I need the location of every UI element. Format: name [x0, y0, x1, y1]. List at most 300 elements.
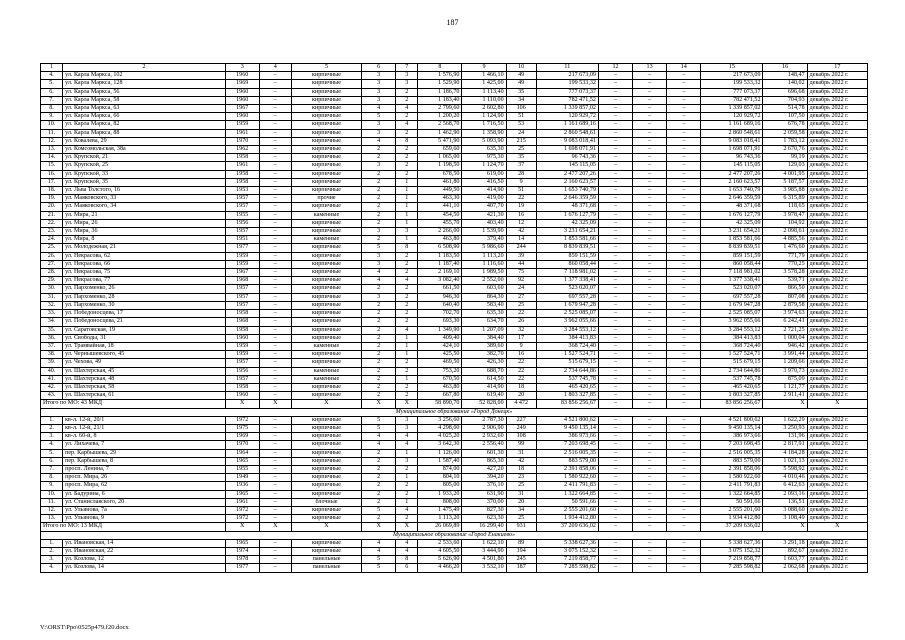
- table-cell: 1 349,90: [418, 326, 462, 334]
- building-row: [41, 351, 868, 359]
- table-cell: 1977: [225, 244, 259, 252]
- table-cell: 1959: [225, 121, 259, 129]
- table-cell: 1 161 689,16: [701, 121, 763, 129]
- table-cell: каменные: [291, 211, 361, 219]
- table-cell: 2 391 858,06: [536, 465, 598, 473]
- table-cell: –: [633, 457, 667, 465]
- table-cell: 1 161 689,16: [536, 121, 598, 129]
- table-cell: –: [667, 285, 701, 293]
- table-cell: кирпичные: [291, 154, 361, 162]
- table-cell: 194: [506, 547, 536, 555]
- table-cell: 20.: [41, 203, 63, 211]
- table-cell: 3 532,10: [462, 564, 506, 572]
- table-cell: –: [633, 285, 667, 293]
- table-cell: 661,50: [418, 285, 462, 293]
- table-cell: 389,60: [462, 342, 506, 350]
- table-cell: –: [259, 416, 291, 424]
- total-cell: –: [633, 523, 667, 531]
- table-cell: –: [598, 383, 632, 391]
- table-cell: 2 516 005,35: [701, 449, 763, 457]
- table-cell: –: [667, 219, 701, 227]
- table-cell: 1: [396, 334, 418, 342]
- table-cell: 20: [506, 498, 536, 506]
- table-cell: 384 413,83: [701, 334, 763, 342]
- table-cell: –: [598, 375, 632, 383]
- table-cell: декабрь 2022 г.: [807, 310, 867, 318]
- table-cell: –: [259, 105, 291, 113]
- building-address: ул. Мира, 36: [63, 228, 226, 236]
- building-address: ул. Маяковского, 34: [63, 203, 226, 211]
- building-address: ул. Саратовская, 19: [63, 326, 226, 334]
- table-cell: 5: [362, 244, 396, 252]
- table-cell: –: [259, 146, 291, 154]
- table-cell: –: [633, 482, 667, 490]
- building-row: [41, 293, 868, 301]
- total-cell: –: [598, 523, 632, 531]
- table-cell: –: [598, 474, 632, 482]
- table-cell: 3 075 152,32: [701, 547, 763, 555]
- table-cell: 1967: [225, 105, 259, 113]
- table-cell: 2 906,90: [462, 424, 506, 432]
- table-cell: 244: [506, 244, 536, 252]
- table-cell: –: [667, 137, 701, 145]
- table-cell: –: [598, 351, 632, 359]
- table-cell: декабрь 2022 г.: [807, 556, 867, 564]
- building-row: [41, 383, 868, 391]
- table-cell: –: [598, 359, 632, 367]
- table-cell: –: [667, 564, 701, 572]
- table-cell: декабрь 2022 г.: [807, 433, 867, 441]
- building-row: [41, 187, 868, 195]
- table-cell: 865,30: [462, 457, 506, 465]
- table-cell: 1 580 922,60: [701, 474, 763, 482]
- table-cell: декабрь 2022 г.: [807, 187, 867, 195]
- table-cell: 1 622,29: [763, 416, 807, 424]
- table-cell: 1955: [225, 211, 259, 219]
- table-cell: 11.: [41, 498, 63, 506]
- table-cell: 2 932,60: [462, 433, 506, 441]
- table-cell: декабрь 2022 г.: [807, 96, 867, 104]
- table-cell: 4: [396, 441, 418, 449]
- housing-repair-table: [40, 63, 868, 573]
- table-cell: –: [259, 326, 291, 334]
- table-cell: декабрь 2022 г.: [807, 326, 867, 334]
- table-cell: –: [598, 277, 632, 285]
- table-cell: кирпичные: [291, 293, 361, 301]
- table-cell: декабрь 2022 г.: [807, 236, 867, 244]
- building-address: ул. Лихачева, 7: [63, 441, 226, 449]
- table-cell: 1 803 327,85: [701, 392, 763, 400]
- table-cell: 419,00: [462, 195, 506, 203]
- table-cell: –: [667, 178, 701, 186]
- table-cell: 640,40: [418, 301, 462, 309]
- table-cell: кирпичные: [291, 187, 361, 195]
- table-cell: –: [633, 72, 667, 80]
- table-cell: 129,03: [763, 162, 807, 170]
- table-cell: 2: [396, 367, 418, 375]
- table-cell: 1 580 922,60: [536, 474, 598, 482]
- table-cell: 3 985,88: [763, 187, 807, 195]
- municipality-total-row: [41, 523, 868, 531]
- table-cell: 514,78: [763, 105, 807, 113]
- table-cell: 2 516 005,35: [536, 449, 598, 457]
- table-cell: –: [667, 88, 701, 96]
- table-cell: 140,02: [763, 80, 807, 88]
- table-cell: 465 420,65: [701, 383, 763, 391]
- table-cell: 1 358,90: [462, 129, 506, 137]
- table-cell: кирпичные: [291, 539, 361, 547]
- table-cell: –: [633, 334, 667, 342]
- table-cell: 2: [396, 154, 418, 162]
- table-cell: –: [667, 105, 701, 113]
- building-address: ул. Чехова, 49: [63, 359, 226, 367]
- table-cell: 859 151,59: [701, 252, 763, 260]
- table-cell: –: [598, 96, 632, 104]
- table-cell: 2 098,61: [763, 228, 807, 236]
- table-cell: 22: [506, 359, 536, 367]
- table-cell: 463,80: [418, 383, 462, 391]
- table-cell: 2 799,60: [418, 105, 462, 113]
- table-cell: 35.: [41, 326, 63, 334]
- table-cell: декабрь 2022 г.: [807, 482, 867, 490]
- table-cell: 386 973,66: [536, 433, 598, 441]
- column-number: 6: [362, 64, 396, 72]
- table-cell: 1967: [225, 269, 259, 277]
- building-address: ул. Бадурина, 6: [63, 490, 226, 498]
- table-cell: 2 817,91: [763, 441, 807, 449]
- table-cell: 2: [362, 203, 396, 211]
- building-row: [41, 277, 868, 285]
- table-cell: 6 412,63: [763, 482, 807, 490]
- table-cell: декабрь 2022 г.: [807, 490, 867, 498]
- building-address: ул. Пархоменко, 30: [63, 301, 226, 309]
- building-address: ул. Крупской, 35: [63, 178, 226, 186]
- table-cell: –: [598, 236, 632, 244]
- table-cell: 89: [506, 539, 536, 547]
- table-cell: 2 093,16: [763, 490, 807, 498]
- table-cell: –: [633, 515, 667, 523]
- building-address: ул. Мира, 26: [63, 219, 226, 227]
- table-cell: 619,00: [462, 170, 506, 178]
- table-cell: 14.: [41, 154, 63, 162]
- building-address: ул. Карла Маркса, 88: [63, 129, 226, 137]
- table-cell: 16: [506, 351, 536, 359]
- building-row: [41, 211, 868, 219]
- table-cell: –: [259, 351, 291, 359]
- table-cell: 1 989,50: [462, 269, 506, 277]
- table-cell: 441,10: [418, 203, 462, 211]
- table-cell: 5 471,90: [418, 137, 462, 145]
- table-cell: 1 425,00: [462, 80, 506, 88]
- table-cell: 3: [362, 80, 396, 88]
- table-cell: 1: [396, 498, 418, 506]
- building-row: [41, 318, 868, 326]
- table-cell: кирпичные: [291, 244, 361, 252]
- table-cell: 449,50: [418, 187, 462, 195]
- table-cell: 874,00: [418, 465, 462, 473]
- building-row: [41, 547, 868, 555]
- table-cell: 1 065,00: [418, 154, 462, 162]
- table-cell: 99,19: [763, 154, 807, 162]
- table-cell: 8 839 839,51: [536, 244, 598, 252]
- building-row: [41, 556, 868, 564]
- table-cell: 1 113,20: [462, 252, 506, 260]
- table-cell: –: [667, 277, 701, 285]
- table-cell: декабрь 2022 г.: [807, 195, 867, 203]
- table-cell: 1957: [225, 375, 259, 383]
- table-cell: –: [667, 96, 701, 104]
- table-cell: 1 529,90: [418, 80, 462, 88]
- table-cell: 463,80: [418, 236, 462, 244]
- table-cell: 455,70: [418, 219, 462, 227]
- table-cell: декабрь 2022 г.: [807, 515, 867, 523]
- table-cell: 1955: [225, 465, 259, 473]
- table-cell: 3 231 654,21: [536, 228, 598, 236]
- table-cell: –: [667, 301, 701, 309]
- building-address: ул. Ивановская, 22: [63, 547, 226, 555]
- total-cell: 83 856 256,67: [536, 400, 598, 408]
- table-cell: кирпичные: [291, 334, 361, 342]
- building-row: [41, 146, 868, 154]
- table-cell: 3: [362, 162, 396, 170]
- table-cell: 2: [362, 146, 396, 154]
- table-cell: –: [259, 334, 291, 342]
- table-cell: –: [667, 539, 701, 547]
- table-cell: 22: [506, 310, 536, 318]
- building-address: ул. Ковалева, 29: [63, 137, 226, 145]
- table-cell: кирпичные: [291, 203, 361, 211]
- table-cell: 42 325,09: [701, 219, 763, 227]
- building-address: ул. Карла Маркса, 58: [63, 96, 226, 104]
- total-cell: X: [259, 523, 291, 531]
- table-cell: 1958: [225, 383, 259, 391]
- table-cell: 4 010,46: [763, 474, 807, 482]
- table-cell: 10.: [41, 121, 63, 129]
- table-cell: 2: [396, 383, 418, 391]
- table-cell: –: [667, 474, 701, 482]
- table-cell: –: [633, 416, 667, 424]
- table-cell: –: [667, 498, 701, 506]
- table-cell: 1 124,90: [462, 113, 506, 121]
- table-cell: 368 724,40: [536, 342, 598, 350]
- table-cell: –: [598, 88, 632, 96]
- table-cell: 51: [506, 187, 536, 195]
- table-cell: кирпичные: [291, 359, 361, 367]
- table-cell: 1960: [225, 88, 259, 96]
- table-cell: 1958: [225, 178, 259, 186]
- table-cell: –: [259, 293, 291, 301]
- table-cell: 4 184,28: [763, 449, 807, 457]
- total-cell: X: [763, 523, 807, 531]
- column-number: 16: [763, 64, 807, 72]
- table-cell: –: [633, 367, 667, 375]
- table-cell: –: [633, 252, 667, 260]
- table-cell: –: [633, 228, 667, 236]
- table-cell: –: [259, 178, 291, 186]
- table-cell: 2: [362, 498, 396, 506]
- table-cell: 1: [396, 449, 418, 457]
- table-cell: кирпичные: [291, 146, 361, 154]
- table-cell: 18: [506, 465, 536, 473]
- table-cell: 804,10: [418, 474, 462, 482]
- table-cell: 2: [396, 465, 418, 473]
- table-cell: –: [667, 465, 701, 473]
- table-cell: 145 115,05: [536, 162, 598, 170]
- table-cell: –: [667, 441, 701, 449]
- table-cell: –: [667, 342, 701, 350]
- table-cell: –: [598, 113, 632, 121]
- column-number-header-row: [41, 64, 868, 72]
- table-cell: 42: [506, 457, 536, 465]
- table-cell: 1 853 581,66: [536, 236, 598, 244]
- table-cell: 28: [506, 170, 536, 178]
- total-cell: –: [633, 400, 667, 408]
- table-cell: 3.: [41, 556, 63, 564]
- table-cell: 1: [396, 178, 418, 186]
- table-cell: 2: [362, 359, 396, 367]
- table-cell: –: [259, 129, 291, 137]
- table-cell: 3: [362, 121, 396, 129]
- column-number: 1: [41, 64, 63, 72]
- table-cell: 131,96: [763, 433, 807, 441]
- table-cell: 1 603,77: [763, 556, 807, 564]
- table-cell: кирпичные: [291, 301, 361, 309]
- building-row: [41, 244, 868, 252]
- table-cell: 24.: [41, 236, 63, 244]
- table-cell: –: [667, 449, 701, 457]
- table-cell: 3 444,90: [462, 547, 506, 555]
- table-cell: 1 527 524,71: [536, 351, 598, 359]
- table-cell: –: [259, 211, 291, 219]
- table-cell: –: [667, 383, 701, 391]
- table-cell: 688,70: [462, 367, 506, 375]
- table-cell: 1969: [225, 433, 259, 441]
- table-cell: 1957: [225, 359, 259, 367]
- table-cell: 1968: [225, 318, 259, 326]
- table-cell: 53: [506, 121, 536, 129]
- table-cell: 6 315,89: [763, 195, 807, 203]
- table-cell: –: [259, 162, 291, 170]
- table-cell: –: [633, 326, 667, 334]
- table-cell: 2: [362, 318, 396, 326]
- table-cell: декабрь 2022 г.: [807, 252, 867, 260]
- table-cell: –: [633, 105, 667, 113]
- table-cell: 24: [506, 129, 536, 137]
- table-cell: –: [598, 515, 632, 523]
- table-cell: –: [633, 178, 667, 186]
- table-cell: 96 743,36: [536, 154, 598, 162]
- table-cell: –: [598, 318, 632, 326]
- table-cell: 3: [362, 228, 396, 236]
- table-cell: 1 339 857,02: [536, 105, 598, 113]
- table-cell: –: [259, 88, 291, 96]
- building-address: ул. Молодежная, 21: [63, 244, 226, 252]
- table-cell: декабрь 2022 г.: [807, 105, 867, 113]
- building-address: ул. Комсомольская, 38а: [63, 146, 226, 154]
- table-cell: 782 471,52: [536, 96, 598, 104]
- table-cell: 2: [362, 482, 396, 490]
- table-cell: 4: [362, 547, 396, 555]
- table-cell: –: [598, 506, 632, 514]
- table-cell: –: [667, 113, 701, 121]
- table-cell: 702,70: [418, 310, 462, 318]
- table-cell: 771,79: [763, 252, 807, 260]
- table-cell: –: [598, 162, 632, 170]
- table-cell: 1 183,50: [418, 252, 462, 260]
- building-address: ул. Крупской, 25: [63, 162, 226, 170]
- table-cell: панельные: [291, 564, 361, 572]
- table-cell: 28.: [41, 269, 63, 277]
- table-cell: –: [598, 154, 632, 162]
- table-cell: 39.: [41, 359, 63, 367]
- table-cell: 4 521 800,62: [701, 416, 763, 424]
- table-cell: 9 083 018,41: [701, 137, 763, 145]
- building-address: ул. Ульянова, 9: [63, 515, 226, 523]
- table-cell: –: [633, 392, 667, 400]
- total-cell: X: [763, 400, 807, 408]
- table-cell: –: [598, 211, 632, 219]
- table-cell: 19: [506, 203, 536, 211]
- table-cell: 2: [396, 162, 418, 170]
- table-cell: декабрь 2022 г.: [807, 498, 867, 506]
- table-cell: 1961: [225, 162, 259, 170]
- table-cell: –: [633, 383, 667, 391]
- table-cell: 394,20: [462, 474, 506, 482]
- table-cell: 25: [506, 146, 536, 154]
- table-cell: 5.: [41, 80, 63, 88]
- table-cell: –: [633, 318, 667, 326]
- table-cell: 3 962 055,66: [536, 318, 598, 326]
- table-cell: –: [598, 301, 632, 309]
- table-cell: 2: [396, 359, 418, 367]
- table-cell: 407,70: [462, 203, 506, 211]
- table-cell: 537 745,78: [536, 375, 598, 383]
- total-cell: 16 299,40: [462, 523, 506, 531]
- table-cell: –: [633, 121, 667, 129]
- table-cell: 2 555 201,60: [701, 506, 763, 514]
- table-cell: –: [667, 154, 701, 162]
- table-cell: 1964: [225, 449, 259, 457]
- table-cell: 18.: [41, 187, 63, 195]
- table-cell: 2 552,00: [462, 277, 506, 285]
- table-cell: –: [633, 187, 667, 195]
- table-cell: кирпичные: [291, 137, 361, 145]
- building-row: [41, 301, 868, 309]
- table-cell: 2: [362, 178, 396, 186]
- table-cell: 5.: [41, 449, 63, 457]
- building-row: [41, 170, 868, 178]
- table-cell: –: [633, 498, 667, 506]
- table-cell: 2: [362, 375, 396, 383]
- building-address: ул. Ивановская, 14: [63, 539, 226, 547]
- table-cell: 8.: [41, 474, 63, 482]
- table-cell: –: [667, 252, 701, 260]
- table-cell: 3 991,44: [763, 351, 807, 359]
- building-address: ул. Победоносцева, 17: [63, 310, 226, 318]
- table-cell: 1960: [225, 334, 259, 342]
- table-cell: 49: [506, 80, 536, 88]
- building-address: ул. Козлова, 12: [63, 556, 226, 564]
- table-cell: 7.: [41, 96, 63, 104]
- table-cell: 120 929,72: [701, 113, 763, 121]
- footer-file-path: V:\ORST\Ppo\0525p479.f20.docx: [40, 624, 129, 631]
- table-cell: –: [259, 252, 291, 260]
- table-cell: 1 186,70: [418, 88, 462, 96]
- building-row: [41, 441, 868, 449]
- building-row: [41, 424, 868, 432]
- table-cell: 36.: [41, 334, 63, 342]
- table-cell: 37: [506, 162, 536, 170]
